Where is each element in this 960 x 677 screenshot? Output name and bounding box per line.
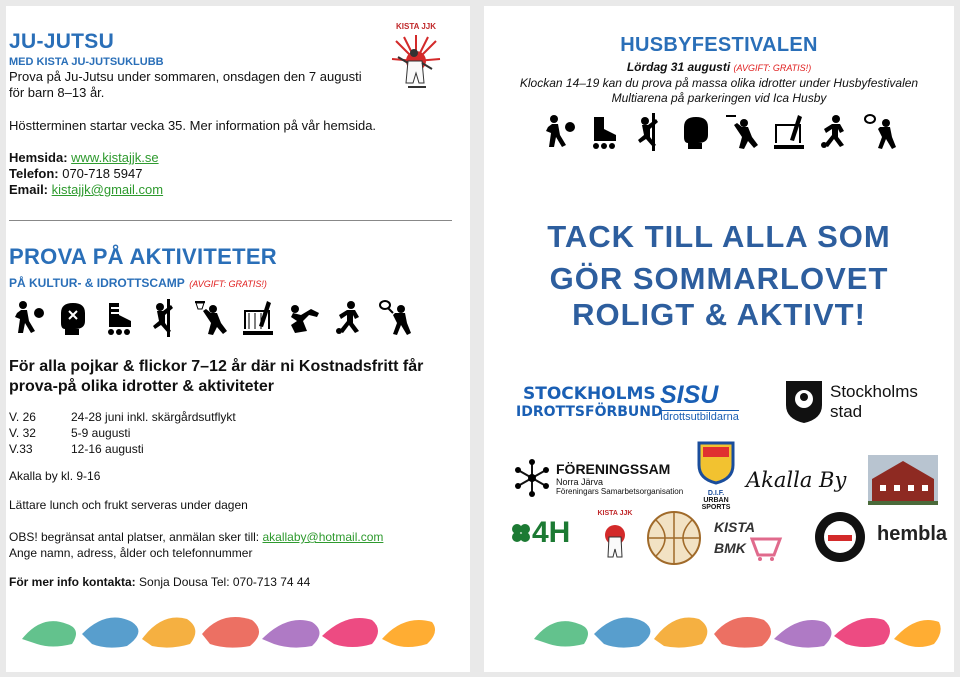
akalla-by-logo: Akalla By (746, 468, 847, 492)
telefon-value: 070-718 5947 (62, 166, 143, 181)
schedule-week: V.33 (9, 442, 33, 456)
4h-logo (510, 516, 570, 550)
basketball-icon (646, 510, 702, 566)
schedule-week: V. 26 (9, 410, 36, 424)
basketball-player-icon (9, 299, 47, 337)
prova-subtitle-row (9, 274, 267, 292)
kista-jjk-sponsor-text: KISTA JJK (597, 510, 633, 517)
badminton-player-icon (377, 299, 415, 337)
telefon-row (9, 166, 142, 182)
4h-text: 4H (532, 516, 571, 549)
sisu-line2: Idrottsutbildarna (660, 411, 739, 423)
schedule-row (9, 409, 236, 425)
jujutsu-line1: Prova på Ju-Jutsu under sommaren, onsdagen den 7 augusti (9, 69, 362, 84)
jujutsu-line2: för barn 8–13 år. (9, 85, 105, 100)
schedule-week: V. 32 (9, 426, 36, 440)
festival-date-row (484, 60, 954, 74)
schedule-row (9, 441, 236, 457)
sif-line2: IDROTTSFÖRBUND (516, 404, 663, 420)
festival-line2: Multiarena på parkeringen vid Ica Husby (611, 91, 827, 105)
contact-label: För mer info kontakta: (9, 575, 136, 589)
banner-figures (534, 617, 941, 648)
kista-sc-badge-icon (814, 511, 866, 563)
basketball-club-logo (646, 510, 702, 571)
prova-title: PROVA PÅ AKTIVITETER (9, 244, 277, 269)
prova-place: Akalla by kl. 9-16 (9, 469, 101, 483)
dif-line1: D.I.F. (707, 490, 725, 497)
basketball-player-icon (540, 113, 578, 151)
akalla-by-house-photo (868, 455, 938, 505)
fs-line1: FÖRENINGSSAM (556, 460, 671, 477)
festival-fee: (AVGIFT: GRATIS!) (733, 63, 812, 73)
activity-icons-row (9, 299, 415, 337)
right-page (484, 6, 954, 672)
kista-jjk-sponsor-logo (592, 510, 638, 570)
obs-text: OBS! begränsat antal platser, anmälan sker till: (9, 530, 260, 544)
schedule-dates: 5-9 augusti (71, 426, 131, 440)
jujutsu-term: Höstterminen startar vecka 35. Mer information på vår hemsida. (9, 118, 377, 133)
thanks-line2: GÖR SOMMARLOVET (549, 261, 889, 296)
martial-arts-kick-icon (285, 299, 323, 337)
prova-ange: Ange namn, adress, ålder och telefonnummer (9, 546, 253, 560)
prova-intro2: prova-på olika idrotter & aktiviteter (9, 378, 274, 395)
contact-value: Sonja Dousa Tel: 070-713 74 44 (139, 575, 311, 589)
email-link[interactable]: kistajjk@gmail.com (51, 182, 164, 197)
sports-banner-right (524, 604, 944, 654)
basket-shot-icon (724, 113, 762, 151)
prova-intro1: För alla pojkar & flickor 7–12 år där ni Kostnadsfritt får (9, 358, 424, 375)
banner-figures (22, 617, 435, 648)
dif-line3: SPORTS (701, 504, 731, 511)
prova-subtitle: PÅ KULTUR- & IDROTTSCAMP (9, 276, 185, 290)
dif-urban-sports-logo (694, 441, 738, 511)
telefon-label: Telefon: (9, 166, 59, 181)
climber-icon (632, 113, 670, 151)
floorball-icon (770, 113, 808, 151)
jujutsu-title: JU-JUTSU (9, 30, 115, 53)
schedule-row (9, 425, 236, 441)
boxing-glove-icon (678, 113, 716, 151)
soccer-player-icon (331, 299, 369, 337)
stockholm-crest-icon (784, 379, 824, 425)
climber-icon (147, 299, 185, 337)
contact-row (9, 574, 310, 590)
stad-line1: Stockholms (830, 382, 918, 401)
martial-arts-icon (388, 31, 444, 101)
stockholms-idrottsforbund-logo (516, 384, 663, 420)
basket-shot-icon (193, 299, 231, 337)
section-divider (9, 220, 452, 221)
sports-banner-left (12, 604, 442, 654)
kista-bmk-logo (714, 519, 784, 561)
stad-line2: stad (830, 402, 863, 421)
schedule-dates: 24-28 juni inkl. skärgårdsutflykt (71, 410, 236, 424)
thanks-line3: ROLIGT & AKTIVT! (572, 297, 866, 332)
hemsida-link[interactable]: www.kistajjk.se (71, 150, 159, 165)
fs-line2: Norra Järva (556, 476, 604, 487)
jujutsu-subtitle: MED KISTA JU-JUTSUKLUBB (9, 56, 164, 68)
hemsida-label: Hemsida: (9, 150, 68, 165)
kista-sports-club-logo (814, 511, 866, 568)
left-page (6, 6, 470, 672)
stockholms-stad-logo (784, 379, 918, 425)
sisu-line1: SISU (660, 381, 719, 409)
kista-bmk-line1: KISTA (714, 519, 755, 535)
hemsida-row (9, 150, 159, 166)
dif-line2: URBAN (703, 497, 729, 504)
sisu-logo (660, 381, 739, 423)
shopping-cart-icon (750, 535, 784, 561)
badminton-player-icon (862, 113, 900, 151)
festival-line1: Klockan 14–19 kan du prova på massa olika idrotter under Husbyfestivalen (519, 76, 919, 90)
schedule-dates: 12-16 augusti (71, 442, 144, 456)
email-row (9, 182, 163, 198)
kista-bmk-line2: BMK (714, 540, 746, 556)
inline-skate-icon (586, 113, 624, 151)
boxing-glove-icon (55, 299, 93, 337)
obs-row (9, 529, 383, 545)
prova-fee: (AVGIFT: GRATIS!) (189, 279, 267, 289)
festival-title: HUSBYFESTIVALEN (620, 34, 818, 56)
network-icon (512, 458, 552, 498)
hembla-logo: hembla (877, 523, 948, 545)
obs-email-link[interactable]: akallaby@hotmail.com (262, 530, 384, 544)
inline-skate-icon (101, 299, 139, 337)
martial-arts-icon (595, 517, 635, 565)
kista-jjk-logo-text: KISTA JJK (395, 22, 436, 31)
foreningssam-logo (512, 458, 683, 498)
soccer-player-icon (816, 113, 854, 151)
email-label: Email: (9, 182, 49, 197)
prova-lunch: Lättare lunch och frukt serveras under dagen (9, 498, 248, 512)
thanks-line1: TACK TILL ALLA SOM (547, 219, 891, 254)
floorball-icon (239, 299, 277, 337)
schedule-table (9, 409, 236, 457)
clover-icon (510, 522, 532, 544)
dif-crest-icon (697, 441, 735, 485)
festival-icons-row (540, 113, 900, 151)
fs-line3: Föreningars Samarbetsorganisation (556, 486, 684, 496)
sif-line1: STOCKHOLMS (523, 384, 656, 404)
festival-date: Lördag 31 augusti (626, 60, 731, 74)
kista-jjk-logo (388, 22, 444, 104)
